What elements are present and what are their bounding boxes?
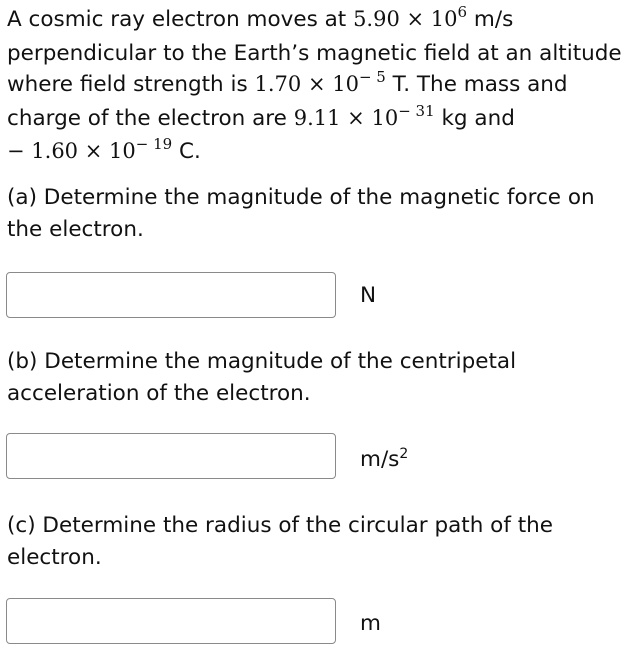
unit-label-part-c: m <box>360 611 381 636</box>
question-part-c: (c) Determine the radius of the circular path of the electron. <box>7 513 554 570</box>
mass-exponent: − 31 <box>398 101 435 120</box>
field-exponent: − 5 <box>358 68 386 86</box>
problem-text: A cosmic ray electron moves at <box>7 7 354 32</box>
unit-base: m/s <box>360 447 400 472</box>
unit-exponent: 2 <box>399 446 409 462</box>
charge-base: 10 <box>109 139 136 163</box>
speed-base: 10 <box>430 7 458 31</box>
mass-mantissa: 9.11 <box>293 105 341 130</box>
answer-input-part-a[interactable] <box>6 272 336 318</box>
question-part-b: (b) Determine the magnitude of the centripetal acceleration of the electron. <box>7 349 517 406</box>
problem-statement <box>7 4 623 170</box>
unit-label-part-a: N <box>360 283 377 308</box>
unit-label-part-b <box>360 448 408 474</box>
charge-unit: C. <box>172 139 201 164</box>
speed-mantissa: 5.90 <box>353 7 400 31</box>
times-sign: × <box>399 7 431 31</box>
field-base: 10 <box>332 72 359 96</box>
field-unit-text: T. The mass and charge of the electron are <box>7 72 568 131</box>
speed-exponent: 6 <box>457 3 468 21</box>
question-part-a: (a) Determine the magnitude of the magnetic force on the electron. <box>7 185 595 242</box>
times-sign: × <box>340 105 372 130</box>
charge-exponent: − 19 <box>135 135 173 153</box>
mass-base: 10 <box>371 105 399 130</box>
speed-unit: m/s <box>467 7 514 32</box>
answer-input-part-b[interactable] <box>6 433 336 479</box>
charge-sign: − <box>7 139 32 163</box>
mass-unit-text: kg and <box>434 105 515 131</box>
charge-mantissa: 1.60 <box>31 139 79 163</box>
answer-input-part-c[interactable] <box>6 598 336 644</box>
problem-text: perpendicular to the Earth’s magnetic field at an altitude where field strength is <box>7 40 622 97</box>
field-mantissa: 1.70 <box>254 72 302 96</box>
times-sign: × <box>78 139 109 163</box>
times-sign: × <box>301 72 333 96</box>
